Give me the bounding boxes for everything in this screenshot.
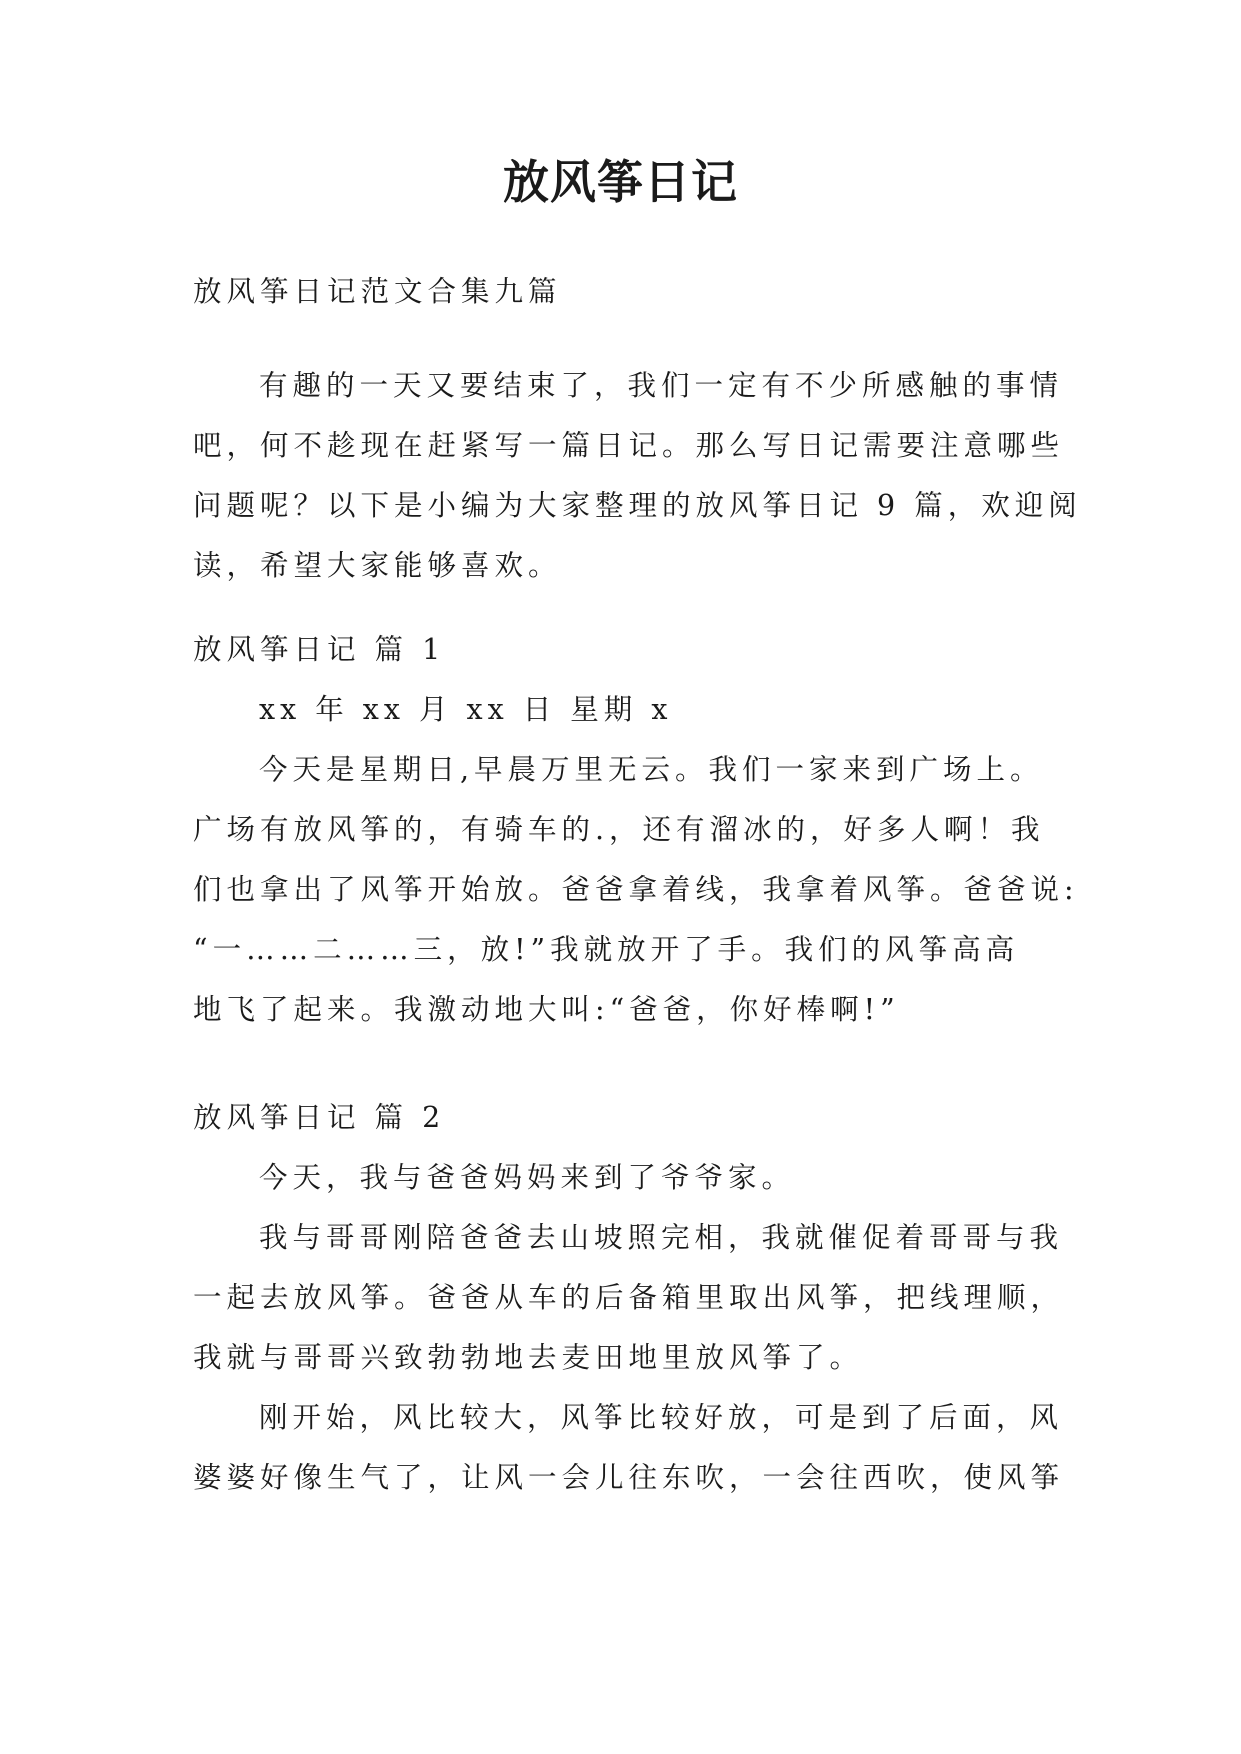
body-line: 我就与哥哥兴致勃勃地去麦田地里放风筝了。 (193, 1341, 864, 1374)
intro-line: 读，希望大家能够喜欢。 (193, 549, 562, 582)
body-line: “一……二……三，放!”我就放开了手。我们的风筝高高 (193, 933, 1020, 966)
intro-line: 有趣的一天又要结束了，我们一定有不少所感触的事情 (259, 369, 1064, 402)
intro-paragraph (193, 356, 1082, 596)
subtitle-line: 放风筝日记范文合集九篇 (193, 275, 562, 308)
section-2 (193, 1088, 1065, 1508)
body-line: 今天是星期日,早晨万里无云。我们一家来到广场上。 (259, 753, 1044, 786)
document-title: 放风筝日记 (503, 155, 738, 209)
section-1 (193, 620, 1079, 1040)
body-line: 一起去放风筝。爸爸从车的后备箱里取出风筝，把线理顺， (193, 1281, 1065, 1314)
date-line: xx 年 xx 月 xx 日 星期 x (259, 693, 673, 726)
intro-line: 吧，何不趁现在赶紧写一篇日记。那么写日记需要注意哪些 (193, 429, 1065, 462)
body-line: 婆婆好像生气了，让风一会儿往东吹，一会往西吹，使风筝 (193, 1461, 1065, 1494)
section-heading: 放风筝日记 篇 2 (193, 1101, 446, 1134)
body-line: 们也拿出了风筝开始放。爸爸拿着线，我拿着风筝。爸爸说: (193, 873, 1079, 906)
body-line: 我与哥哥刚陪爸爸去山坡照完相，我就催促着哥哥与我 (259, 1221, 1064, 1254)
body-line: 地飞了起来。我激动地大叫:“爸爸，你好棒啊!” (193, 993, 900, 1026)
body-line: 广场有放风筝的，有骑车的.，还有溜冰的，好多人啊！我 (193, 813, 1045, 846)
section-heading: 放风筝日记 篇 1 (193, 633, 446, 666)
body-line: 今天，我与爸爸妈妈来到了爷爷家。 (259, 1161, 796, 1194)
intro-line: 问题呢？以下是小编为大家整理的放风筝日记 9 篇，欢迎阅 (193, 489, 1082, 522)
document-subtitle (193, 262, 1065, 322)
body-line: 刚开始，风比较大，风筝比较好放，可是到了后面，风 (259, 1401, 1064, 1434)
